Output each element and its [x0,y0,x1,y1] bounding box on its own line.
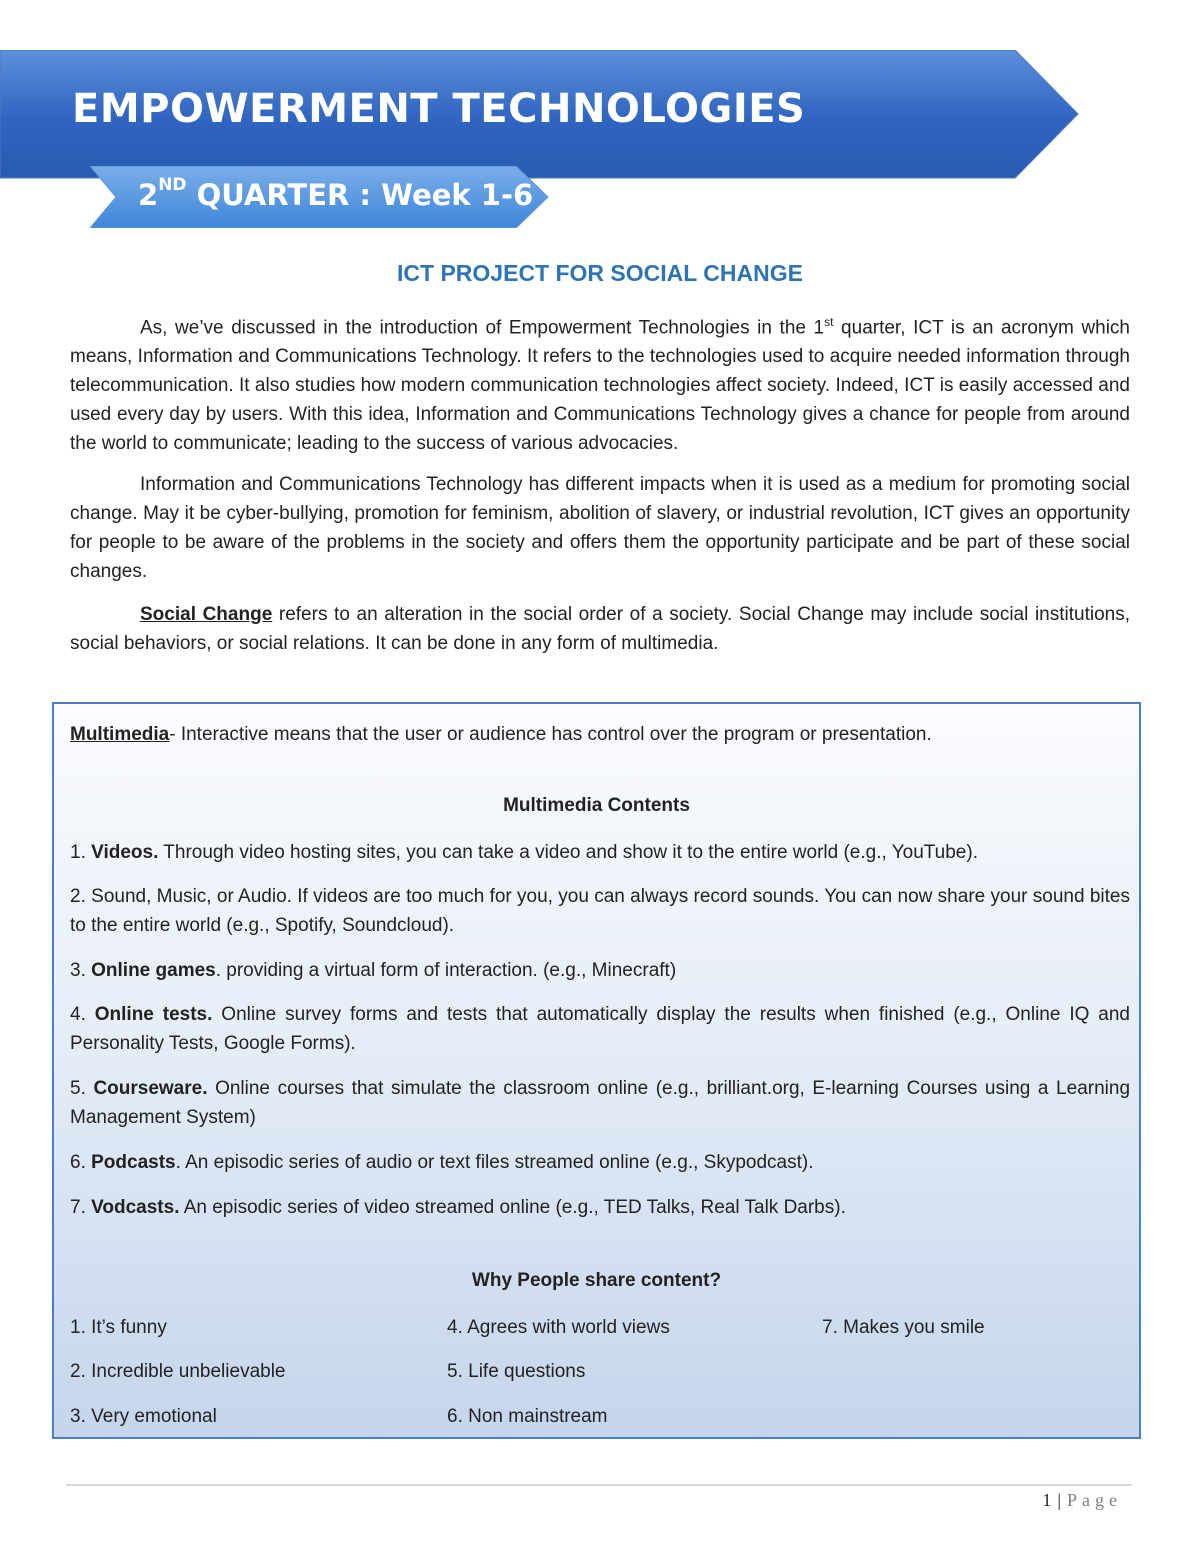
document-title: ICT PROJECT FOR SOCIAL CHANGE [397,260,803,286]
quarter-label: 2ND QUARTER : Week 1-6 [138,175,534,212]
reason-item: 5. Life questions [447,1361,586,1382]
quarter-superscript: ND [158,175,187,196]
list-item: 5. Courseware. Online courses that simulate the classroom online (e.g., brilliant.org, E-learning Courses using a Learning Management System) [70,1078,1131,1128]
why-share-heading: Why People share content? [471,1270,722,1291]
list-item: 1. Videos. Through video hosting sites, you can take a video and show it to the entire world (e.g., YouTube). [70,842,978,863]
paragraph-ict-impact: Information and Communications Technology has different impacts when it is used as a medium for promoting social change. May it be cyber-bullying, promotion for feminism, abolition of slavery, or industrial revolution, ICT gives an opportunity for people to be aware of the problems in the society and offers them the opportunity participate and be part of these social changes. [70,474,1130,582]
multimedia-term: Multimedia [70,724,170,745]
reason-item: 2. Incredible unbelievable [70,1361,286,1382]
reason-item: 6. Non mainstream [447,1406,608,1427]
list-item: 6. Podcasts. An episodic series of audio or text files streamed online (e.g., Skypodcast). [70,1152,814,1173]
social-change-term: Social Change [140,604,273,625]
paragraph-ict-intro: As, we’ve discussed in the introduction of Empowerment Technologies in the 1st quarter, ICT is an acronym which means, Information and Communications Technology. It refers to the technologies used to acquire needed information through telecommunication. It also studies how modern communication technologies affect society. Indeed, ICT is easily accessed and used every day by users. With this idea, Information and Communications Technology gives a chance for people from around the world to communicate; leading to the success of various advocacies. [70,315,1130,455]
list-item: 7. Vodcasts. An episodic series of video streamed online (e.g., TED Talks, Real Talk Darbs). [70,1197,846,1218]
paragraph-social-change: Social Change refers to an alteration in the social order of a society. Social Change may include social institutions, social behaviors, or social relations. It can be done in any form of multimedia. [70,604,1131,654]
page-number: 1 | Page [1042,1490,1122,1510]
reason-item: 7. Makes you smile [822,1317,985,1338]
footer-divider [66,1484,1132,1486]
reason-item: 3. Very emotional [70,1406,217,1427]
list-item: 3. Online games. providing a virtual form of interaction. (e.g., Minecraft) [70,960,677,981]
multimedia-definition: Multimedia- Interactive means that the user or audience has control over the program or presentation. [70,724,932,745]
list-item: 4. Online tests. Online survey forms and tests that automatically display the results when finished (e.g., Online IQ and Personality Tests, Google Forms). [70,1004,1130,1054]
reason-item: 4. Agrees with world views [447,1317,670,1338]
multimedia-contents-heading: Multimedia Contents [503,795,690,816]
banner-title: EMPOWERMENT TECHNOLOGIES [72,86,806,132]
reason-item: 1. It’s funny [70,1317,167,1338]
list-item: 2. Sound, Music, or Audio. If videos are too much for you, you can always record sounds. You can now share your sound bites to the entire world (e.g., Spotify, Soundcloud). [70,886,1130,936]
